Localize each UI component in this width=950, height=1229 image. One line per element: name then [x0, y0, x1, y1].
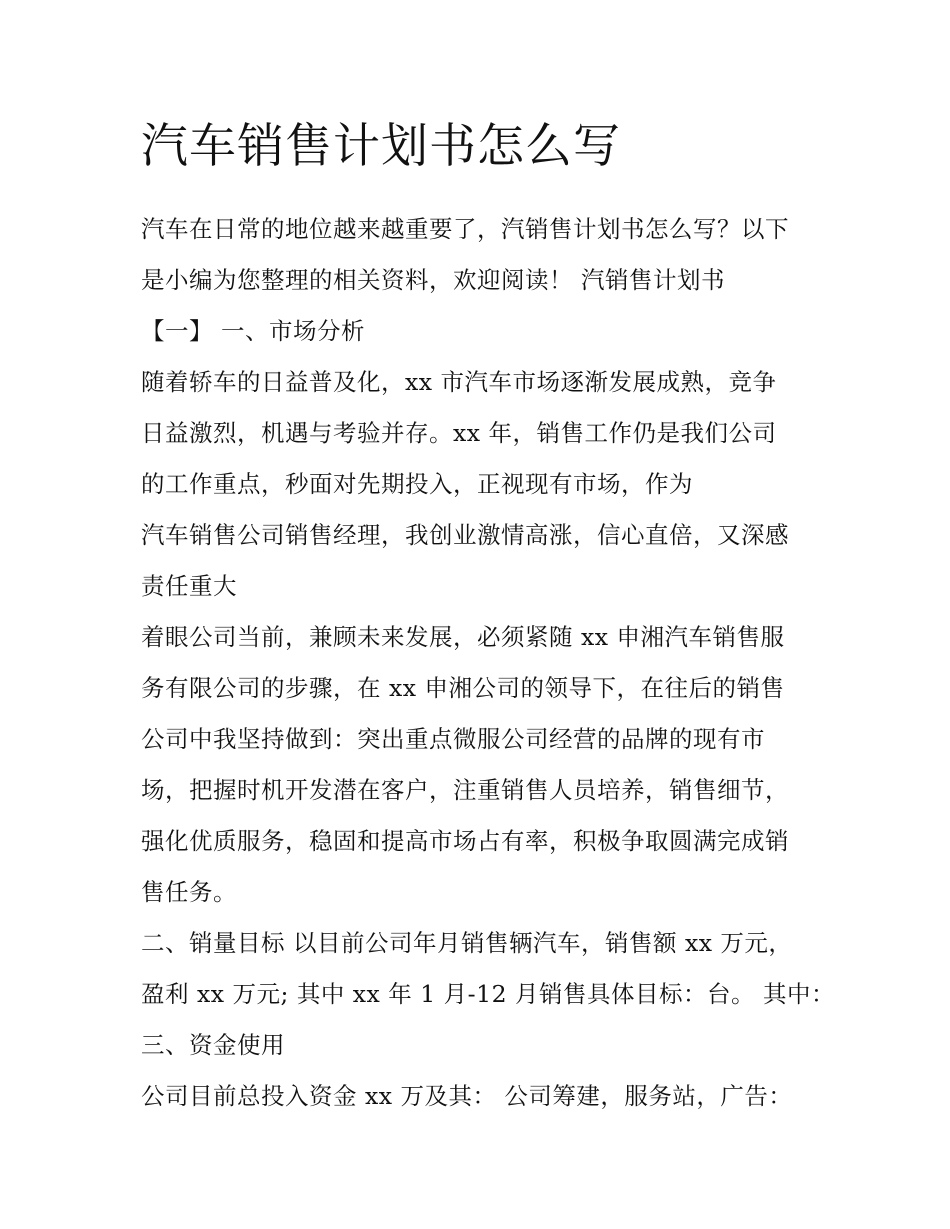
text-line: 公司中我坚持做到：突出重点微服公司经营的品牌的现有市 — [141, 725, 765, 753]
section-heading: 三、资金使用 — [141, 1031, 285, 1059]
text-line: 公司目前总投入资金 xx 万及其： 公司筹建，服务站，广告： — [141, 1082, 793, 1110]
text-line: 务有限公司的步骤，在 xx 申湘公司的领导下，在往后的销售 — [141, 674, 785, 702]
text-line: 强化优质服务，稳固和提高市场占有率，积极争取圆满完成销 — [141, 827, 789, 855]
text-line: 着眼公司当前，兼顾未来发展，必须紧随 xx 申湘汽车销售服 — [141, 623, 785, 651]
document-body — [141, 112, 835, 1122]
text-line: 售任务。 — [141, 878, 237, 906]
text-line: 盈利 xx 万元; 其中 xx 年 1 月-12 月销售具体目标：台。 其中： — [141, 980, 835, 1008]
document-title: 汽车销售计划书怎么写 — [141, 119, 621, 174]
text-line: 场，把握时机开发潜在客户，注重销售人员培养，销售细节， — [141, 776, 789, 804]
section-heading: 【一】 一、市场分析 — [141, 317, 365, 345]
text-line: 责任重大 — [141, 572, 237, 600]
text-line: 汽车在日常的地位越来越重要了，汽销售计划书怎么写？以下 — [141, 215, 789, 243]
text-line: 日益激烈，机遇与考验并存。xx 年，销售工作仍是我们公司 — [141, 419, 777, 447]
text-line: 汽车销售公司销售经理，我创业激情高涨，信心直倍，又深感 — [141, 521, 789, 549]
text-line: 是小编为您整理的相关资料，欢迎阅读！ 汽销售计划书 — [141, 266, 725, 294]
section-heading: 二、销量目标 以目前公司年月销售辆汽车，销售额 xx 万元， — [141, 929, 793, 957]
text-line: 随着轿车的日益普及化，xx 市汽车市场逐渐发展成熟，竞争 — [141, 368, 777, 396]
text-line: 的工作重点，秒面对先期投入，正视现有市场，作为 — [141, 470, 693, 498]
